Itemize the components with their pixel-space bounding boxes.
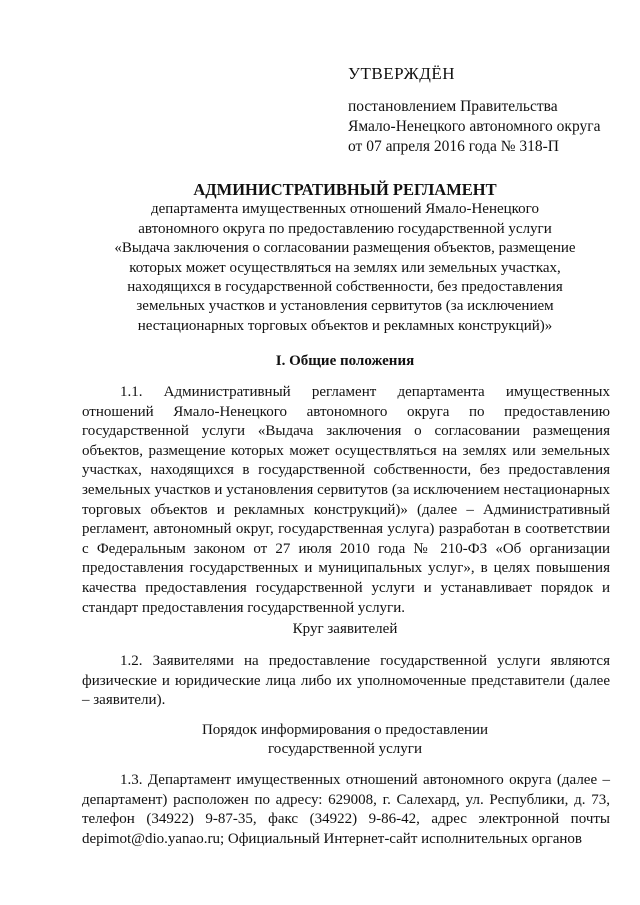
section-heading-general: I. Общие положения [275,353,415,369]
paragraph-1-3: 1.3. Департамент имущественных отношений автономного округа (далее – департамент) расположен по адресу: 629008, г. Салехард, ул. Республики, д. 73, телефон (34922) 9-87-35, факс (34922) 9-86-42, адрес электронной почты depimot@dio.yanao.ru; Официальный Интернет-сайт исполнительных органов [82,772,610,847]
title-line: находящихся в государственной собственности, без предоставления [127,279,563,296]
title-line: «Выдача заключения о согласовании размещения объектов, размещение [114,240,576,257]
title-line: автономного округа по предоставлению государственной услуги [138,220,552,237]
approval-block [348,64,628,157]
document-title-block [80,180,610,336]
title-line: нестационарных торговых объектов и рекламных конструкций)» [137,317,553,334]
heading-line: Порядок информирования о предоставлении [201,722,489,738]
title-line: которых может осуществляться на землях или земельных участках, [129,259,561,276]
approval-stamp: УТВЕРЖДЁН [348,64,455,83]
title-line: земельных участков и установления сервитутов (за исключением [136,298,554,315]
section-heading-informing [80,721,610,759]
approval-line-3: от 07 апреля 2016 года № 318-П [348,138,559,155]
title-line: департамента имущественных отношений Ямало-Ненецкого [151,201,539,218]
paragraph-1-2: 1.2. Заявителями на предоставление государственной услуги являются физические и юридические лица либо их уполномоченные представители (далее – заявители). [82,653,610,709]
approval-line-2: Ямало-Ненецкого автономного округа [348,118,601,135]
paragraph-1-1: 1.1. Административный регламент департамента имущественных отношений Ямало-Ненецкого автономного округа по предоставлению государственной услуги «Выдача заключения о согласовании размещения объектов, размещение которых может осуществляться на землях или земельных участках, находящихся в государственной собственности, без предоставления земельных участков и установления сервитутов (за исключением нестационарных торговых объектов и рекламных конструкций)» (далее – Административный регламент, автономный округ, государственная услуга) разработан в соответствии с Федеральным законом от 27 июля 2010 года № 210-ФЗ «Об организации предоставления государственных и муниципальных услуг», в целях повышения качества предоставления государственной услуги и устанавливает порядок и стандарт предоставления государственной услуги. [82,384,610,616]
approval-line-1: постановлением Правительства [348,98,558,115]
heading-line: государственной услуги [268,741,422,757]
section-heading-applicants: Круг заявителей [292,621,398,637]
document-title: АДМИНИСТРАТИВНЫЙ РЕГЛАМЕНТ [193,180,497,199]
